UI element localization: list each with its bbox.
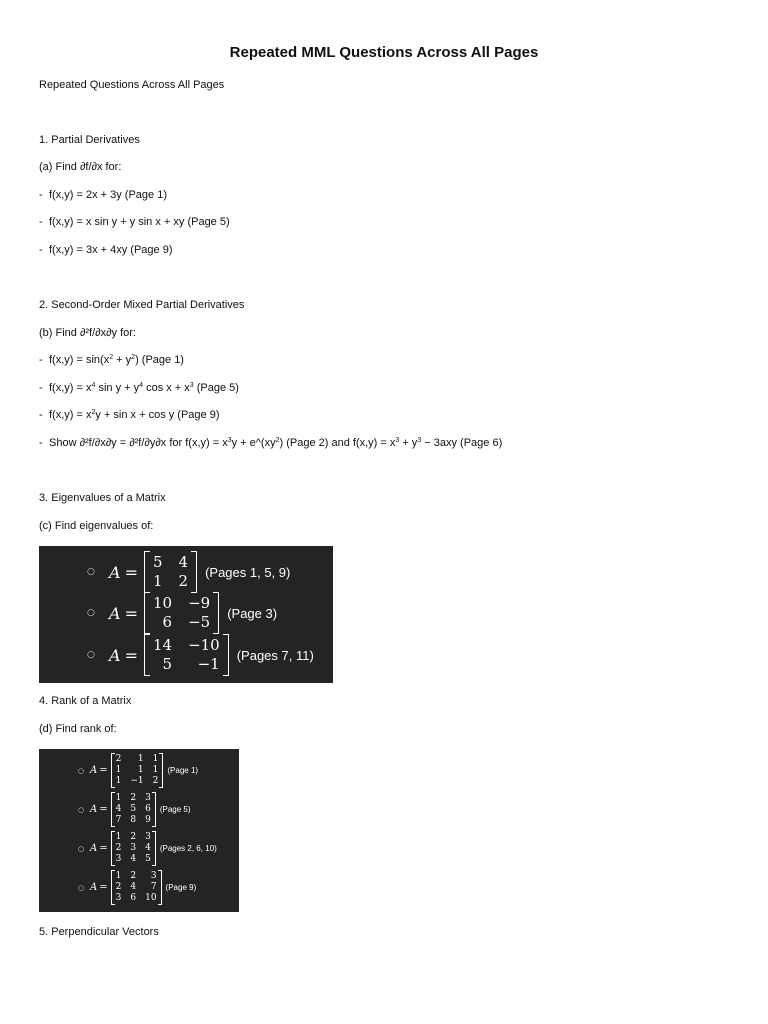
matrix-entry: 3	[115, 893, 122, 903]
matrix	[144, 592, 219, 634]
matrix-entry: −1	[197, 655, 220, 673]
superscript: 2	[91, 409, 96, 416]
list-item	[39, 381, 239, 395]
matrix	[144, 634, 229, 676]
matrix-item	[87, 634, 314, 676]
eigenvalue-matrices-image	[39, 546, 333, 683]
circle-bullet-icon: ○	[78, 766, 85, 775]
matrix-entry: 1	[115, 832, 122, 842]
matrix-variable: A	[90, 804, 98, 815]
matrix-entry: 2	[130, 832, 137, 842]
matrix-entry: 5	[130, 804, 137, 814]
page-reference: (Pages 2, 6, 10)	[159, 844, 217, 853]
section-2-heading: 2. Second-Order Mixed Partial Derivatives	[39, 299, 245, 311]
page-reference: (Page 5)	[159, 805, 191, 814]
matrix-variable: A	[109, 562, 121, 582]
matrix-entry: 3	[115, 854, 122, 864]
page-title: Repeated MML Questions Across All Pages	[229, 44, 539, 61]
matrix-entry: 4	[178, 553, 189, 571]
matrix-entry: 2	[115, 843, 122, 853]
matrix-entry: 3	[145, 832, 151, 842]
matrix-entry: 1	[137, 765, 144, 775]
page-reference: (Pages 1, 5, 9)	[205, 564, 291, 580]
equals-sign: =	[99, 765, 108, 776]
matrix-variable: A	[109, 603, 121, 623]
text-fragment: y + sin x + cos y (Page 9)	[95, 409, 220, 421]
superscript: 3	[395, 437, 400, 444]
dash-bullet: -	[39, 244, 43, 256]
matrix-entry: 2	[178, 572, 189, 590]
section-3-heading: 3. Eigenvalues of a Matrix	[39, 492, 166, 504]
matrix-variable: A	[90, 882, 98, 893]
superscript: 4	[139, 382, 144, 389]
equals-sign: =	[99, 843, 108, 854]
list-item	[39, 353, 184, 367]
dash-bullet: -	[39, 382, 43, 394]
matrix-item	[78, 870, 196, 905]
matrix-entry: −1	[130, 776, 144, 786]
matrix	[111, 870, 162, 905]
matrix-item	[87, 592, 277, 634]
matrix-entry: 9	[145, 815, 151, 825]
text-fragment: f(x,y) = x	[49, 409, 92, 421]
matrix-entry: 1	[137, 754, 144, 764]
text-fragment: f(x,y) = sin(x	[49, 354, 110, 366]
matrix-entry: 1	[115, 776, 122, 786]
list-item	[39, 436, 502, 450]
matrix-entry: 2	[130, 793, 137, 803]
matrix-entry: 1	[115, 871, 122, 881]
dash-bullet: -	[39, 354, 43, 366]
matrix-entry: 4	[145, 843, 151, 853]
matrix-entry: 4	[130, 854, 137, 864]
matrix-entry: 6	[145, 804, 151, 814]
list-item-text: f(x,y) = x sin y + y sin x + xy (Page 5)	[49, 216, 230, 228]
matrix-entry: 2	[115, 882, 122, 892]
matrix	[144, 551, 197, 593]
text-fragment: ) (Page 1)	[135, 354, 184, 366]
matrix-entry: 3	[130, 843, 137, 853]
section-3-prompt: (c) Find eigenvalues of:	[39, 520, 154, 532]
superscript: 4	[91, 382, 96, 389]
matrix-entry: 1	[115, 793, 122, 803]
list-item-text: f(x,y) = 3x + 4xy (Page 9)	[49, 244, 173, 256]
matrix	[111, 831, 156, 866]
rank-matrices-image	[39, 749, 239, 912]
dash-bullet: -	[39, 409, 43, 421]
matrix-entry: 5	[162, 655, 173, 673]
section-1-prompt: (a) Find ∂f/∂x for:	[39, 161, 122, 173]
matrix-entry: 3	[150, 871, 157, 881]
matrix-variable: A	[109, 645, 121, 665]
text-fragment: y + e^(xy	[231, 437, 276, 449]
section-1-heading: 1. Partial Derivatives	[39, 134, 140, 146]
dash-bullet: -	[39, 189, 43, 201]
text-fragment: − 3axy (Page 6)	[421, 437, 503, 449]
section-2-prompt: (b) Find ∂²f/∂x∂y for:	[39, 327, 136, 339]
circle-bullet-icon: ○	[87, 650, 95, 660]
matrix-entry: 8	[130, 815, 137, 825]
matrix	[111, 753, 164, 788]
text-fragment: + y	[399, 437, 418, 449]
matrix-item	[78, 831, 217, 866]
text-fragment: Show ∂²f/∂x∂y = ∂²f/∂y∂x for f(x,y) = x	[49, 437, 228, 449]
circle-bullet-icon: ○	[78, 805, 85, 814]
text-fragment: + y	[113, 354, 132, 366]
matrix-entry: 1	[152, 754, 159, 764]
text-fragment: (Page 5)	[193, 382, 239, 394]
intro-text: Repeated Questions Across All Pages	[39, 79, 225, 91]
page-reference: (Page 1)	[167, 766, 199, 775]
matrix-entry: 2	[115, 754, 122, 764]
superscript: 3	[189, 382, 194, 389]
matrix-item	[78, 753, 198, 788]
equals-sign: =	[99, 882, 108, 893]
section-4-heading: 4. Rank of a Matrix	[39, 695, 132, 707]
section-4-prompt: (d) Find rank of:	[39, 723, 117, 735]
matrix-entry: 4	[115, 804, 122, 814]
dash-bullet: -	[39, 216, 43, 228]
matrix-entry: 3	[145, 793, 151, 803]
circle-bullet-icon: ○	[87, 567, 95, 577]
list-item	[39, 408, 220, 422]
text-fragment: f(x,y) = x	[49, 382, 92, 394]
dash-bullet: -	[39, 437, 43, 449]
matrix-variable: A	[90, 765, 98, 776]
matrix-entry: 7	[150, 882, 157, 892]
text-fragment: ) (Page 2) and f(x,y) = x	[279, 437, 396, 449]
page-reference: (Page 9)	[165, 883, 197, 892]
matrix-entry: 1	[152, 765, 159, 775]
matrix-entry: 5	[145, 854, 151, 864]
matrix-variable: A	[90, 843, 98, 854]
section-5-heading: 5. Perpendicular Vectors	[39, 926, 159, 938]
matrix-entry: 6	[162, 613, 173, 631]
superscript: 2	[275, 437, 280, 444]
equals-sign: =	[124, 603, 138, 623]
list-item	[39, 188, 167, 202]
matrix-entry: 1	[115, 765, 122, 775]
equals-sign: =	[99, 804, 108, 815]
circle-bullet-icon: ○	[78, 844, 85, 853]
equals-sign: =	[124, 562, 138, 582]
matrix-entry: −5	[188, 613, 211, 631]
matrix-entry: 1	[152, 572, 163, 590]
superscript: 2	[131, 354, 136, 361]
matrix-entry: 4	[130, 882, 137, 892]
equals-sign: =	[124, 645, 138, 665]
list-item	[39, 243, 173, 257]
matrix-entry: 2	[152, 776, 159, 786]
list-item	[39, 215, 230, 229]
superscript: 3	[417, 437, 422, 444]
matrix	[111, 792, 156, 827]
matrix-entry: 7	[115, 815, 122, 825]
superscript: 2	[109, 354, 114, 361]
matrix-entry: 2	[130, 871, 137, 881]
circle-bullet-icon: ○	[87, 608, 95, 618]
text-fragment: cos x + x	[143, 382, 190, 394]
matrix-entry: 10	[152, 594, 173, 612]
page-reference: (Page 3)	[227, 605, 278, 621]
matrix-entry: 10	[145, 893, 157, 903]
matrix-entry: −10	[188, 636, 220, 654]
matrix-entry: 5	[152, 553, 163, 571]
matrix-item	[87, 551, 290, 593]
matrix-item	[78, 792, 191, 827]
matrix-entry: 14	[152, 636, 173, 654]
circle-bullet-icon: ○	[78, 883, 85, 892]
matrix-entry: −9	[188, 594, 211, 612]
list-item-text: f(x,y) = 2x + 3y (Page 1)	[49, 189, 167, 201]
matrix-entry: 6	[130, 893, 137, 903]
text-fragment: sin y + y	[95, 382, 140, 394]
page-reference: (Pages 7, 11)	[236, 647, 314, 663]
superscript: 3	[227, 437, 232, 444]
